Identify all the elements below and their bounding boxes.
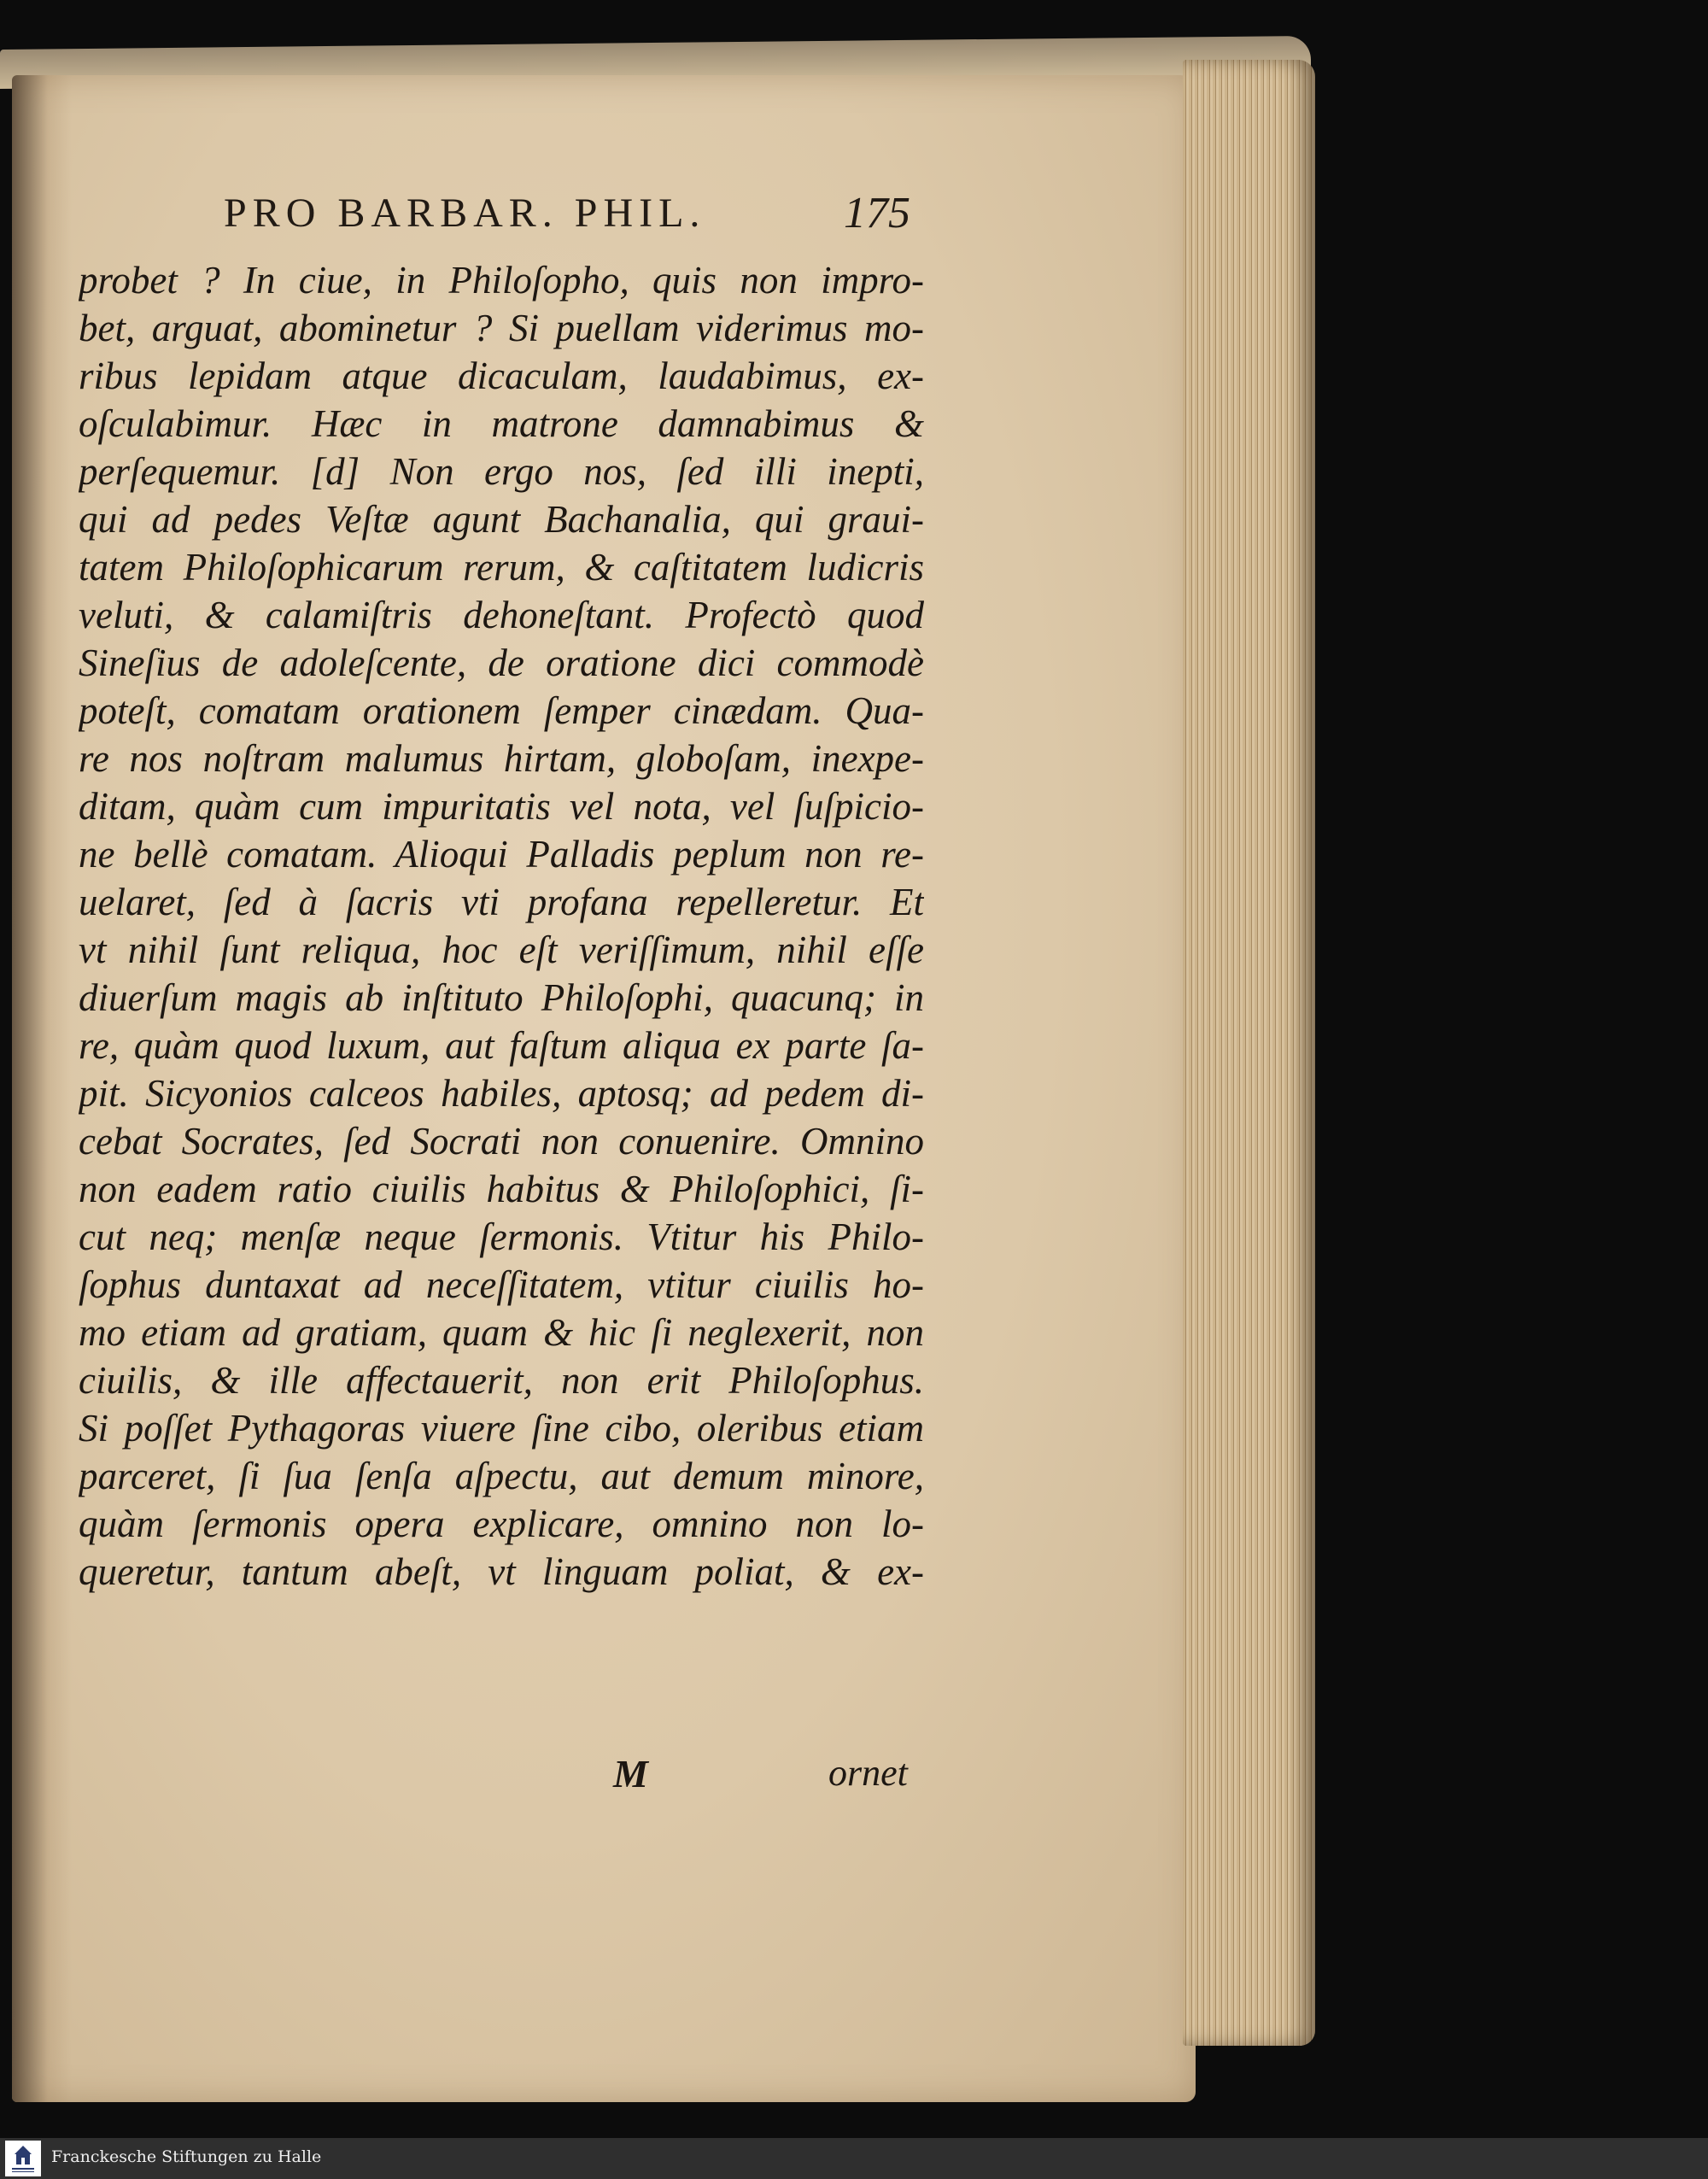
text-line: tatem Philoſophicarum rerum, & caſtitatem ludicris [79, 546, 924, 589]
text-line: veluti, & calamiſtris dehoneſtant. Profectò quod [79, 594, 924, 636]
text-line: perſequemur. [d] Non ergo nos, ſed illi inepti, [79, 450, 924, 493]
franckesche-stiftungen-logo-icon [5, 2141, 41, 2176]
library-name: Franckesche Stiftungen zu Halle [51, 2147, 322, 2166]
text-line: poteſt, comatam orationem ſemper cinædam. Qua- [79, 689, 924, 732]
text-line: uelaret, ſed à ſacris vti profana repelleretur. Et [79, 881, 924, 923]
text-line: re, quàm quod luxum, aut faſtum aliqua ex parte ſa- [79, 1024, 924, 1067]
text-line: non eadem ratio ciuilis habitus & Philoſophici, ſi- [79, 1168, 924, 1210]
page-edges [1183, 60, 1315, 2046]
text-line: Si poſſet Pythagoras viuere ſine cibo, oleribus etiam [79, 1407, 924, 1450]
text-line: ribus lepidam atque dicaculam, laudabimus, ex- [79, 354, 924, 397]
text-line: bet, arguat, abominetur ? Si puellam viderimus mo- [79, 307, 924, 349]
body-text [79, 256, 924, 1596]
text-line: cebat Socrates, ſed Socrati non conuenire. Omnino [79, 1120, 924, 1163]
text-line: qui ad pedes Veſtæ agunt Bachanalia, qui graui- [79, 498, 924, 541]
page-gutter-shadow [12, 75, 72, 2102]
text-line: parceret, ſi ſua ſenſa aſpectu, aut demum minore, [79, 1455, 924, 1497]
signature-mark: M [613, 1752, 648, 1795]
text-line: ne bellè comatam. Alioqui Palladis peplum non re- [79, 833, 924, 876]
text-line: queretur, tantum abeſt, vt linguam poliat, & ex- [79, 1550, 924, 1593]
text-line: mo etiam ad gratiam, quam & hic ſi neglexerit, non [79, 1311, 924, 1354]
text-line: Sineſius de adoleſcente, de oratione dici commodè [79, 641, 924, 684]
running-title: PRO BARBAR. PHIL. [224, 190, 706, 236]
text-line: ditam, quàm cum impuritatis vel nota, vel ſuſpicio- [79, 785, 924, 828]
text-line: probet ? In ciue, in Philoſopho, quis non impro- [79, 259, 924, 302]
text-line: ciuilis, & ille affectauerit, non erit Philoſophus. [79, 1359, 924, 1402]
text-line: pit. Sicyonios calceos habiles, aptosq; ad pedem di- [79, 1072, 924, 1115]
catchword: ornet [828, 1752, 908, 1794]
text-line: oſculabimur. Hæc in matrone damnabimus & [79, 402, 924, 445]
text-line: cut neq; menſæ neque ſermonis. Vtitur his Philo- [79, 1215, 924, 1258]
text-line: diuerſum magis ab inſtituto Philoſophi, quacunq; in [79, 976, 924, 1019]
text-line: vt nihil ſunt reliqua, hoc eſt veriſſimum, nihil eſſe [79, 928, 924, 971]
text-line: quàm ſermonis opera explicare, omnino non lo- [79, 1502, 924, 1545]
text-line: ſophus duntaxat ad neceſſitatem, vtitur ciuilis ho- [79, 1263, 924, 1306]
text-line: re nos noſtram malumus hirtam, globoſam, inexpe- [79, 737, 924, 780]
page-number: 175 [844, 189, 910, 237]
